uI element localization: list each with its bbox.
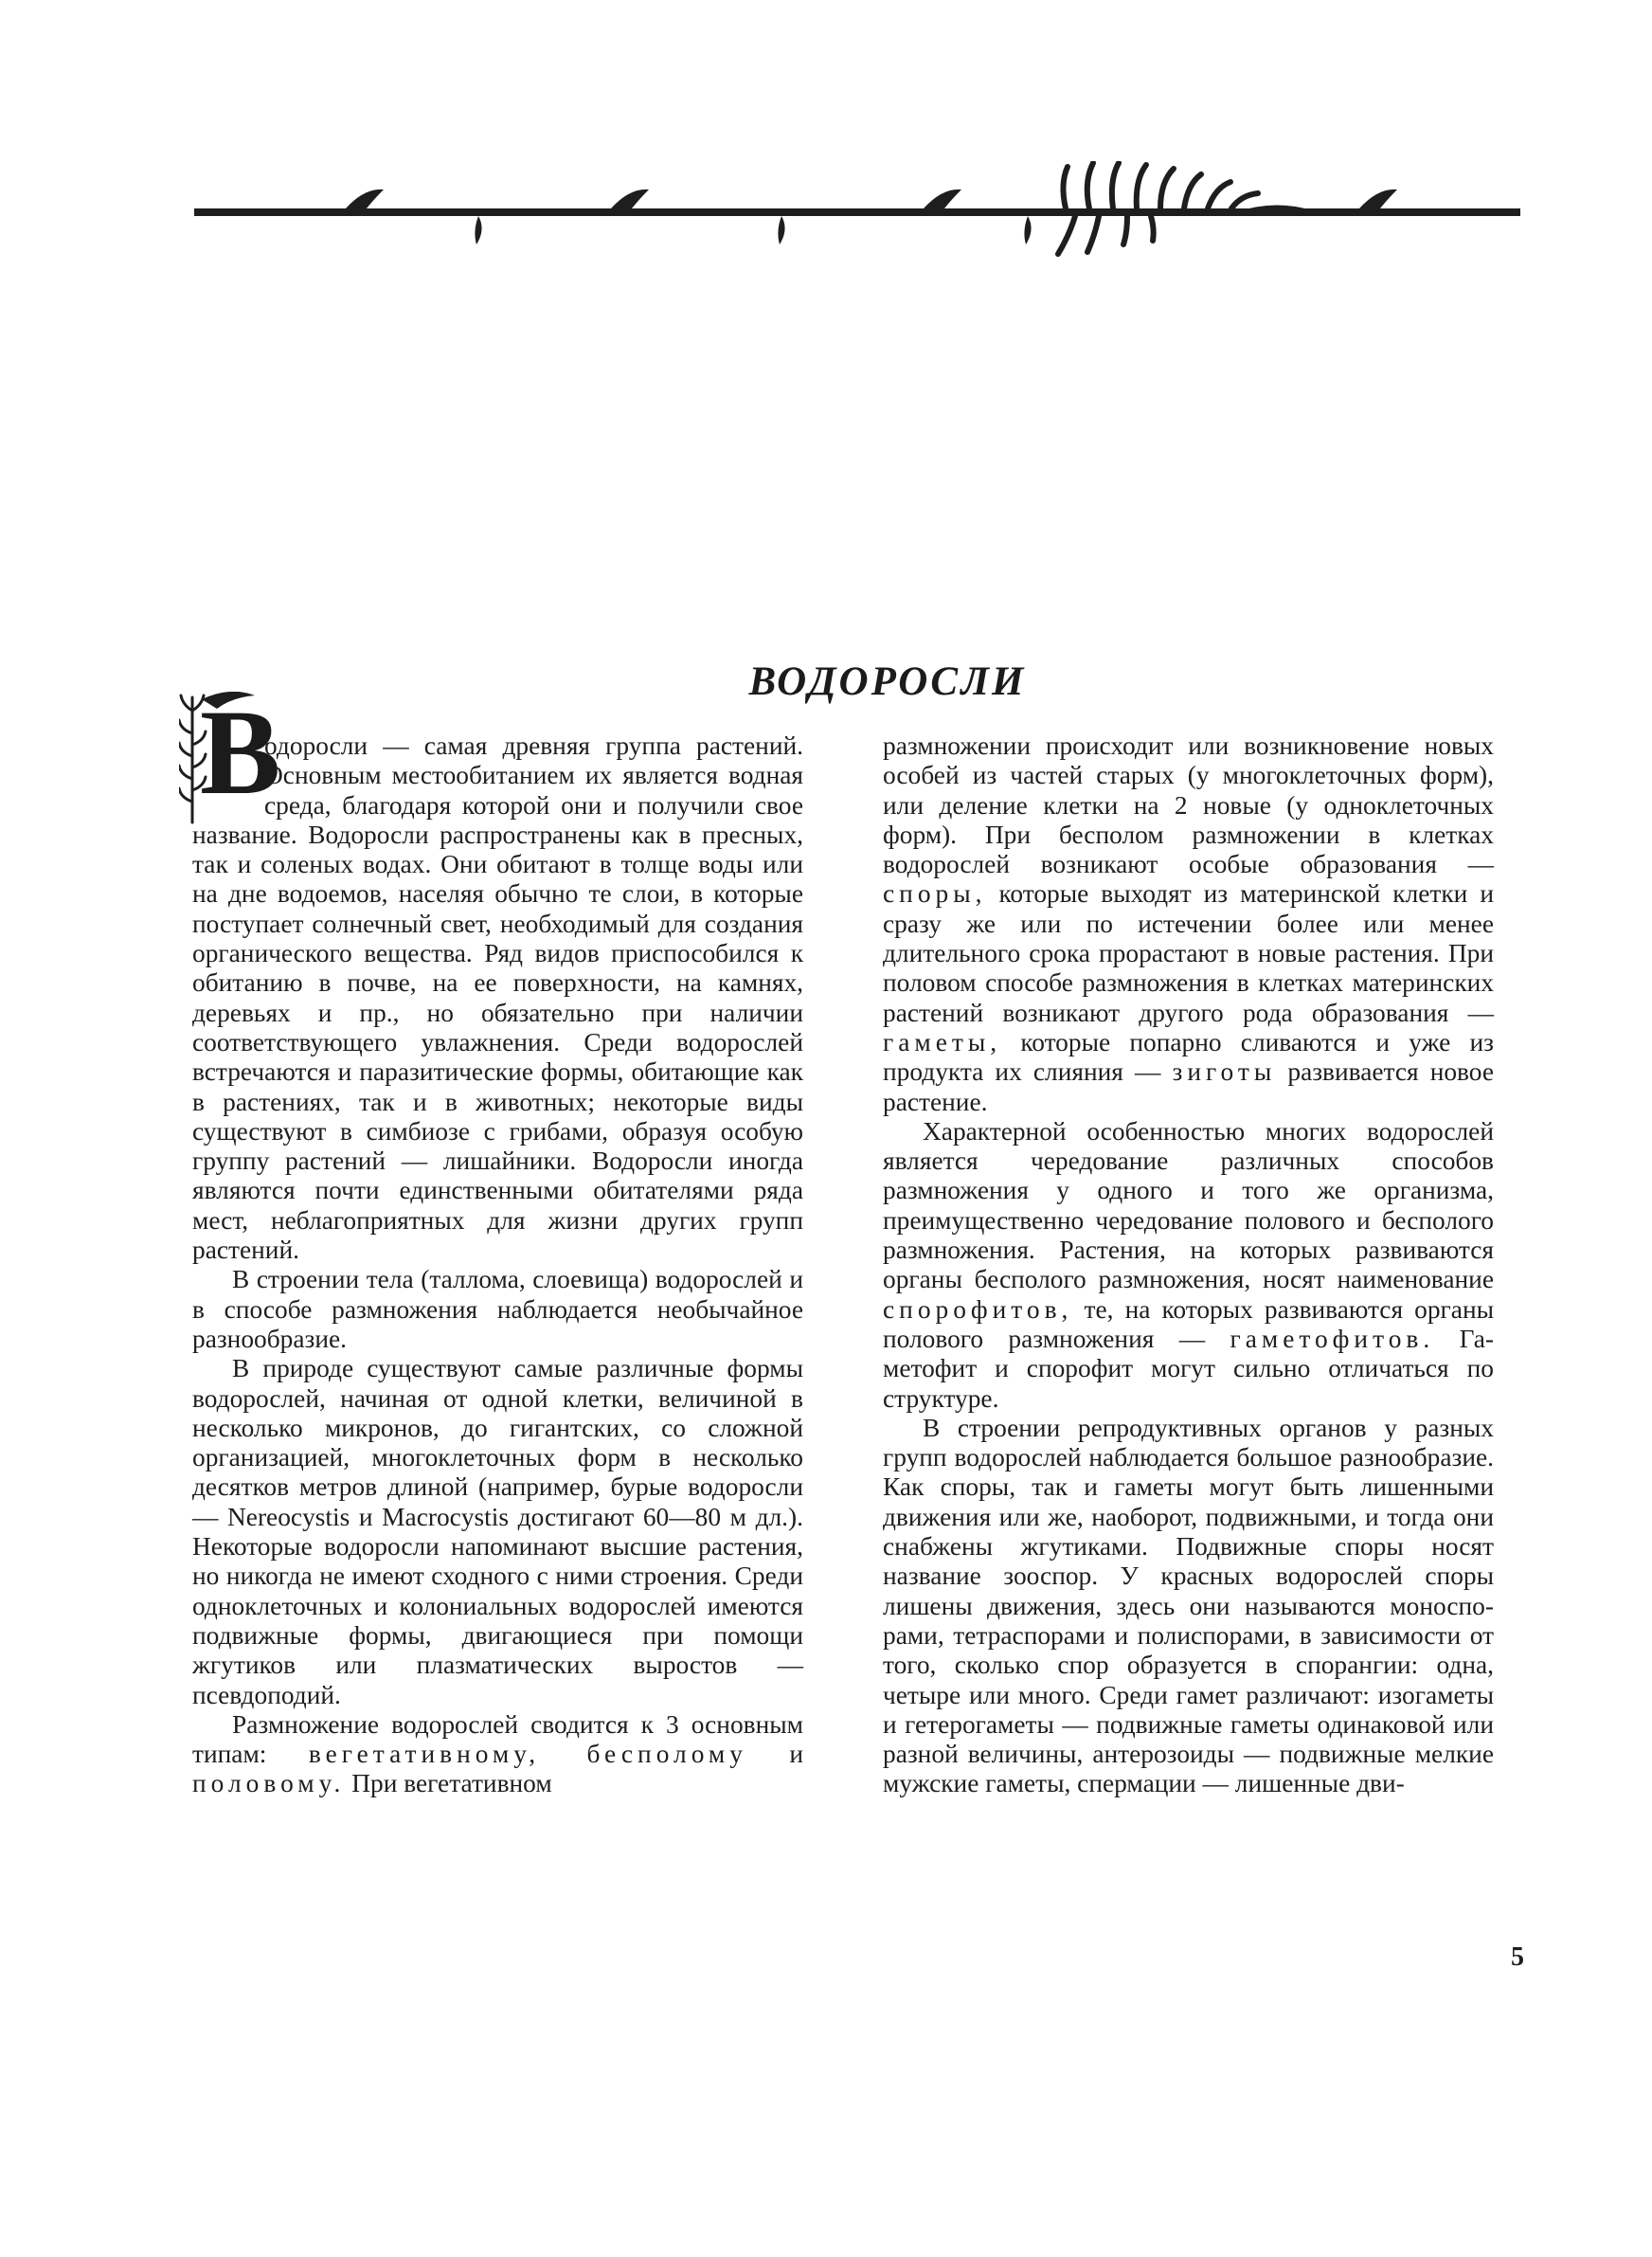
paragraph: В строении репродуктивных органов у разных групп водорослей наблюдается большое разнообразие. Как споры, так и гаметы могут быть лишенными движения или же, наоборот, подвижными, и тогда они снабжены жгутиками. Подвижные споры носят название зооспор. У красных водорослей споры лишены движения, здесь они называются моноспорами, тетраспорами и полиспорами, в зависимости от того, сколько спор образуется в спорангии: одна, четыре или много. Среди гамет различают: изогаметы и гетерогаметы — подвижные гаметы одинаковой или разной величины, антерозоиды — подвижные мелкие мужские гаметы, спермации — лишенные дви- bbox=[883, 1413, 1494, 1798]
text-run: развивается новое растение. bbox=[883, 1057, 1494, 1116]
term-sexual: половому. bbox=[192, 1769, 346, 1798]
paragraph: В строении тела (таллома, слоевища) водорослей и в способе размножения наблюдается необычайное разнообразие. bbox=[192, 1265, 803, 1353]
page-number: 5 bbox=[1511, 1942, 1524, 1972]
text-run: Размножение водорослей сводится к 3 основным типам: bbox=[192, 1709, 803, 1769]
text-run: Характерной особенностью многих водорослей является чередование различных способов размножения у одного и того же организма, преимущественно чередование полового и бесполого размножения. Растения, на которых развиваются органы бесполого размножения, носят наименование bbox=[883, 1116, 1494, 1294]
term-zygotes: зиготы bbox=[1172, 1057, 1277, 1087]
text-run: которые выходят из материнской клетки и сразу же или по истечении более или менее длительного срока прорастают в новые растения. При половом способе размножения в клетках материнских растений возникают другого рода образования — bbox=[883, 879, 1494, 1027]
text-run: те, на которых развиваются органы полового размножения — bbox=[883, 1294, 1494, 1353]
right-column bbox=[883, 731, 1494, 1799]
paragraph bbox=[192, 685, 803, 1265]
text-run: При вегетативном bbox=[345, 1769, 552, 1798]
text-run: размножении происходит или возникновение новых особей из частей старых (у многоклеточных форм), или деление клетки на 2 новые (у одноклеточных форм). При бесполом размножении в клетках водорослей возникают особые образования — bbox=[883, 731, 1494, 879]
paragraph-text: одоросли — самая древняя группа растений. Основным местообитанием их является водная среда, благодаря которой они и получили свое название. Водоросли распространены как в пресных, так и соленых водах. Они обитают в толще воды или на дне водоемов, населяя обычно те слои, в которые поступает солнечный свет, необходимый для создания органического вещества. Ряд видов приспособился к обитанию в почве, на ее поверхности, на камнях, деревьях и пр., но обязательно при наличии соответствующего увлажнения. Среди водорослей встречаются и паразитические формы, обитающие как в растениях, так и в животных; некоторые виды существуют в симбиозе с грибами, образуя особую группу растений — лишайники. Водоросли иногда являются почти единственными обитателями ряда мест, неблагоприятных для жизни других групп растений. bbox=[192, 731, 803, 1265]
text-run: которые попарно сливаются и уже из продукта их слияния — bbox=[883, 1027, 1494, 1087]
article-title: ВОДОРОСЛИ bbox=[748, 659, 1027, 704]
term-gametophytes: гаметофитов. bbox=[1230, 1324, 1435, 1353]
drop-cap bbox=[179, 685, 281, 820]
term-spores: споры, bbox=[883, 879, 987, 909]
paragraph bbox=[883, 731, 1494, 1117]
drop-cap-letter: В bbox=[200, 685, 281, 820]
paragraph bbox=[883, 1117, 1494, 1414]
paragraph bbox=[192, 1710, 803, 1799]
text-run: Гаметофит и спорофит могут сильно отличаться по структуре. bbox=[883, 1324, 1494, 1413]
left-column bbox=[192, 685, 803, 1799]
header-ornament bbox=[194, 161, 1520, 265]
text-run: и bbox=[746, 1740, 803, 1769]
term-sporophytes: спорофитов, bbox=[883, 1294, 1073, 1324]
term-vegetative-asexual: вегетативному, бесполому bbox=[308, 1740, 747, 1769]
term-gametes: гаметы, bbox=[883, 1027, 1002, 1056]
paragraph: В природе существуют самые различные формы водорослей, начиная от одной клетки, величиной в несколько микронов, до гигантских, со сложной организацией, многоклеточных форм в несколько десятков метров длиной (например, бурые водоросли — Nereocystis и Macrocystis достигают 60—80 м дл.). Некоторые водоросли напоминают высшие растения, но никогда не имеют сходного с ними строения. Среди одноклеточных и колониальных водорослей имеются подвижные формы, двигающиеся при помощи жгутиков или плазматических выростов — псевдоподий. bbox=[192, 1354, 803, 1709]
